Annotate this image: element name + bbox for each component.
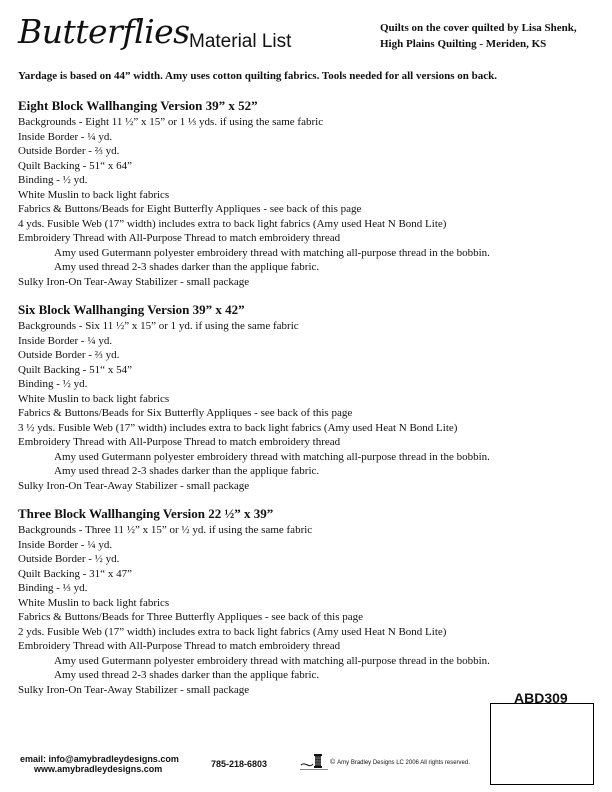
material-line: White Muslin to back light fabrics	[18, 188, 170, 201]
pattern-title: Butterflies	[18, 12, 190, 51]
section-heading: Three Block Wallhanging Version 22 ½” x 39”	[18, 506, 274, 521]
material-note: Amy used thread 2-3 shades darker than the applique fabric.	[54, 261, 320, 274]
material-line: 2 yds. Fusible Web (17” width) includes extra to back light fabrics (Amy used Heat N Bond Lite)	[18, 625, 447, 638]
material-line: 4 yds. Fusible Web (17” width) includes extra to back light fabrics (Amy used Heat N Bond Lite)	[18, 217, 447, 230]
material-line: Inside Border - ¼ yd.	[18, 130, 113, 143]
section-heading: Six Block Wallhanging Version 39” x 42”	[18, 302, 245, 317]
website-link[interactable]: www.amybradleydesigns.com	[34, 764, 163, 774]
material-line: Fabrics & Buttons/Beads for Eight Butterfly Appliques - see back of this page	[18, 203, 362, 216]
material-line: Embroidery Thread with All-Purpose Thread to match embroidery thread	[18, 232, 341, 245]
phone-number: 785-218-6803	[211, 759, 268, 769]
material-line: Binding - ½ yd.	[18, 174, 88, 187]
copyright-icon: ©	[330, 759, 336, 766]
material-line: Outside Border - ½ yd.	[18, 553, 120, 566]
material-line: Embroidery Thread with All-Purpose Thread to match embroidery thread	[18, 640, 341, 653]
material-note: Amy used thread 2-3 shades darker than the applique fabric.	[54, 465, 320, 478]
material-line: Fabrics & Buttons/Beads for Six Butterfly Appliques - see back of this page	[18, 407, 353, 420]
material-line: Outside Border - ⅔ yd.	[18, 349, 120, 362]
material-line: Backgrounds - Eight 11 ½” x 15” or 1 ⅓ yds. if using the same fabric	[18, 116, 324, 128]
spool-thread-icon	[300, 751, 328, 771]
material-line: Fabrics & Buttons/Beads for Three Butterfly Appliques - see back of this page	[18, 611, 364, 624]
credit-line-2: High Plains Quilting - Meriden, KS	[380, 38, 547, 50]
material-line: Sulky Iron-On Tear-Away Stabilizer - small package	[18, 480, 250, 493]
material-line: White Muslin to back light fabrics	[18, 392, 170, 405]
copyright-notice	[330, 759, 470, 766]
material-note: Amy used thread 2-3 shades darker than the applique fabric.	[54, 669, 320, 682]
material-line: Binding - ½ yd.	[18, 378, 88, 391]
document-subtitle: Material List	[189, 31, 292, 52]
intro-note: Yardage is based on 44” width. Amy uses cotton quilting fabrics. Tools needed for all versions on back.	[18, 70, 497, 82]
material-line: Inside Border - ¼ yd.	[18, 334, 113, 347]
material-line: Quilt Backing - 51“ x 54”	[18, 363, 132, 376]
material-line: Sulky Iron-On Tear-Away Stabilizer - small package	[18, 276, 250, 289]
material-line: Outside Border - ⅔ yd.	[18, 145, 120, 158]
material-line: 3 ½ yds. Fusible Web (17” width) includes extra to back light fabrics (Amy used Heat N Bond Lite)	[18, 421, 458, 434]
material-line: White Muslin to back light fabrics	[18, 596, 170, 609]
section-six-block	[18, 302, 598, 494]
pattern-code: ABD309	[514, 690, 568, 706]
copyright-text: Amy Bradley Designs LC 2006 All rights reserved.	[337, 760, 470, 766]
material-line: Quilt Backing - 31“ x 47”	[18, 567, 132, 580]
contact-info	[20, 754, 179, 774]
product-box	[490, 703, 594, 785]
material-line: Sulky Iron-On Tear-Away Stabilizer - small package	[18, 684, 250, 697]
material-line: Binding - ⅓ yd.	[18, 582, 88, 595]
section-three-block	[18, 506, 598, 698]
material-line: Embroidery Thread with All-Purpose Thread to match embroidery thread	[18, 436, 341, 449]
material-line: Quilt Backing - 51“ x 64”	[18, 159, 132, 172]
section-eight-block	[18, 98, 598, 290]
credit-line-1: Quilts on the cover quilted by Lisa Shenk,	[380, 22, 577, 34]
material-line: Backgrounds - Three 11 ½” x 15” or ½ yd. if using the same fabric	[18, 524, 313, 536]
material-note: Amy used Gutermann polyester embroidery thread with matching all-purpose thread in the bobbin.	[54, 450, 490, 463]
material-note: Amy used Gutermann polyester embroidery thread with matching all-purpose thread in the bobbin.	[54, 246, 490, 259]
section-heading: Eight Block Wallhanging Version 39” x 52”	[18, 98, 258, 113]
quilting-credit	[380, 20, 577, 52]
material-line: Backgrounds - Six 11 ½” x 15” or 1 yd. if using the same fabric	[18, 320, 299, 332]
email-link[interactable]: email: info@amybradleydesigns.com	[20, 754, 179, 764]
material-note: Amy used Gutermann polyester embroidery thread with matching all-purpose thread in the bobbin.	[54, 654, 490, 667]
material-line: Inside Border - ¼ yd.	[18, 538, 113, 551]
